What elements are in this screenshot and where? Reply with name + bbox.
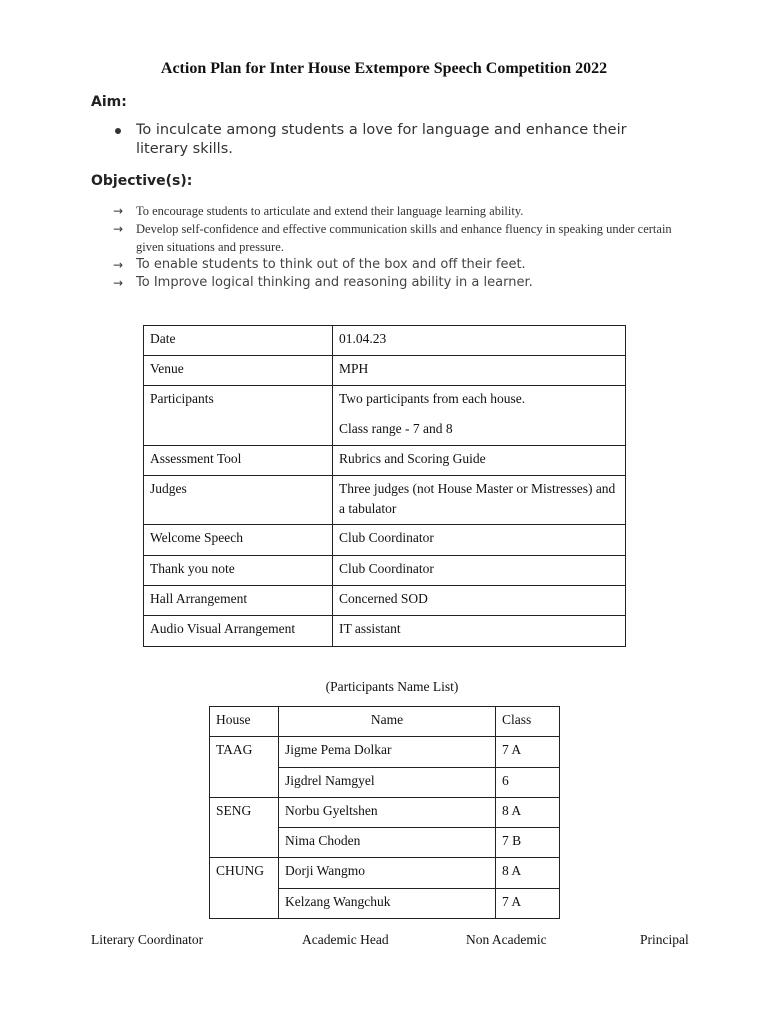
plan-value-line: Two participants from each house. bbox=[339, 391, 526, 406]
header-class: Class bbox=[496, 707, 560, 737]
name-cell: Nima Choden bbox=[279, 828, 496, 858]
right-arrow-icon: → bbox=[113, 258, 124, 272]
plan-label: Welcome Speech bbox=[144, 525, 333, 556]
class-cell: 6 bbox=[496, 768, 560, 798]
objective-item bbox=[113, 274, 673, 292]
plan-value: MPH bbox=[333, 356, 626, 386]
house-cell: CHUNG bbox=[210, 858, 279, 919]
table-row bbox=[144, 386, 626, 446]
name-cell: Kelzang Wangchuk bbox=[279, 889, 496, 919]
plan-value-line: Class range - 7 and 8 bbox=[339, 421, 453, 436]
table-row bbox=[144, 356, 626, 386]
signatory-non-academic: Non Academic bbox=[466, 932, 547, 947]
name-cell: Norbu Gyeltshen bbox=[279, 798, 496, 828]
table-row bbox=[210, 737, 560, 768]
objectives-list bbox=[113, 202, 673, 292]
class-cell: 7 B bbox=[496, 828, 560, 858]
table-row bbox=[144, 586, 626, 616]
table-header-row bbox=[210, 707, 560, 737]
table-row bbox=[144, 446, 626, 476]
table-row bbox=[144, 326, 626, 356]
plan-label: Judges bbox=[144, 476, 333, 525]
right-arrow-icon: → bbox=[113, 276, 124, 290]
header-name: Name bbox=[279, 707, 496, 737]
class-cell: 8 A bbox=[496, 798, 560, 828]
name-cell: Jigme Pema Dolkar bbox=[279, 737, 496, 768]
plan-value bbox=[333, 386, 626, 446]
header-house: House bbox=[210, 707, 279, 737]
class-cell: 8 A bbox=[496, 858, 560, 889]
table-row bbox=[144, 616, 626, 647]
objective-text: To Improve logical thinking and reasoning ability in a learner. bbox=[136, 275, 533, 290]
table-row bbox=[144, 476, 626, 525]
plan-label: Audio Visual Arrangement bbox=[144, 616, 333, 647]
aim-heading: Aim: bbox=[91, 94, 127, 110]
signatory-literary-coordinator: Literary Coordinator bbox=[91, 932, 204, 947]
objective-text: To encourage students to articulate and extend their language learning ability. bbox=[136, 204, 524, 218]
objective-item bbox=[113, 256, 673, 274]
objective-text: Develop self-confidence and effective communication skills and enhance fluency in speaking under certain given situations and pressure. bbox=[136, 222, 672, 254]
document-title: Action Plan for Inter House Extempore Speech Competition 2022 bbox=[160, 60, 608, 77]
table-row bbox=[210, 858, 560, 889]
class-cell: 7 A bbox=[496, 737, 560, 768]
plan-value: Concerned SOD bbox=[333, 586, 626, 616]
plan-label: Venue bbox=[144, 356, 333, 386]
plan-label: Date bbox=[144, 326, 333, 356]
class-cell: 7 A bbox=[496, 889, 560, 919]
plan-value: Club Coordinator bbox=[333, 556, 626, 586]
plan-label: Thank you note bbox=[144, 556, 333, 586]
aim-item: To inculcate among students a love for language and enhance their literary skills. bbox=[113, 121, 653, 159]
signatory-academic-head: Academic Head bbox=[302, 932, 389, 947]
right-arrow-icon: → bbox=[113, 222, 124, 236]
name-cell: Dorji Wangmo bbox=[279, 858, 496, 889]
plan-label: Assessment Tool bbox=[144, 446, 333, 476]
objective-item bbox=[113, 220, 673, 256]
table-row bbox=[210, 798, 560, 828]
names-caption: (Participants Name List) bbox=[325, 679, 459, 694]
objective-item bbox=[113, 202, 673, 220]
table-row bbox=[144, 556, 626, 586]
house-cell: SENG bbox=[210, 798, 279, 858]
plan-value: Three judges (not House Master or Mistresses) and a tabulator bbox=[333, 476, 626, 525]
objective-text: To enable students to think out of the box and off their feet. bbox=[136, 257, 526, 272]
plan-label: Hall Arrangement bbox=[144, 586, 333, 616]
house-cell: TAAG bbox=[210, 737, 279, 798]
plan-value: Club Coordinator bbox=[333, 525, 626, 556]
signatory-principal: Principal bbox=[640, 932, 689, 947]
action-plan-table bbox=[143, 325, 626, 647]
plan-value: Rubrics and Scoring Guide bbox=[333, 446, 626, 476]
plan-value: 01.04.23 bbox=[333, 326, 626, 356]
table-row bbox=[144, 525, 626, 556]
name-cell: Jigdrel Namgyel bbox=[279, 768, 496, 798]
participants-table bbox=[209, 706, 560, 919]
plan-value: IT assistant bbox=[333, 616, 626, 647]
aim-list bbox=[113, 121, 653, 159]
plan-label: Participants bbox=[144, 386, 333, 446]
right-arrow-icon: → bbox=[113, 204, 124, 218]
objectives-heading: Objective(s): bbox=[91, 173, 193, 189]
